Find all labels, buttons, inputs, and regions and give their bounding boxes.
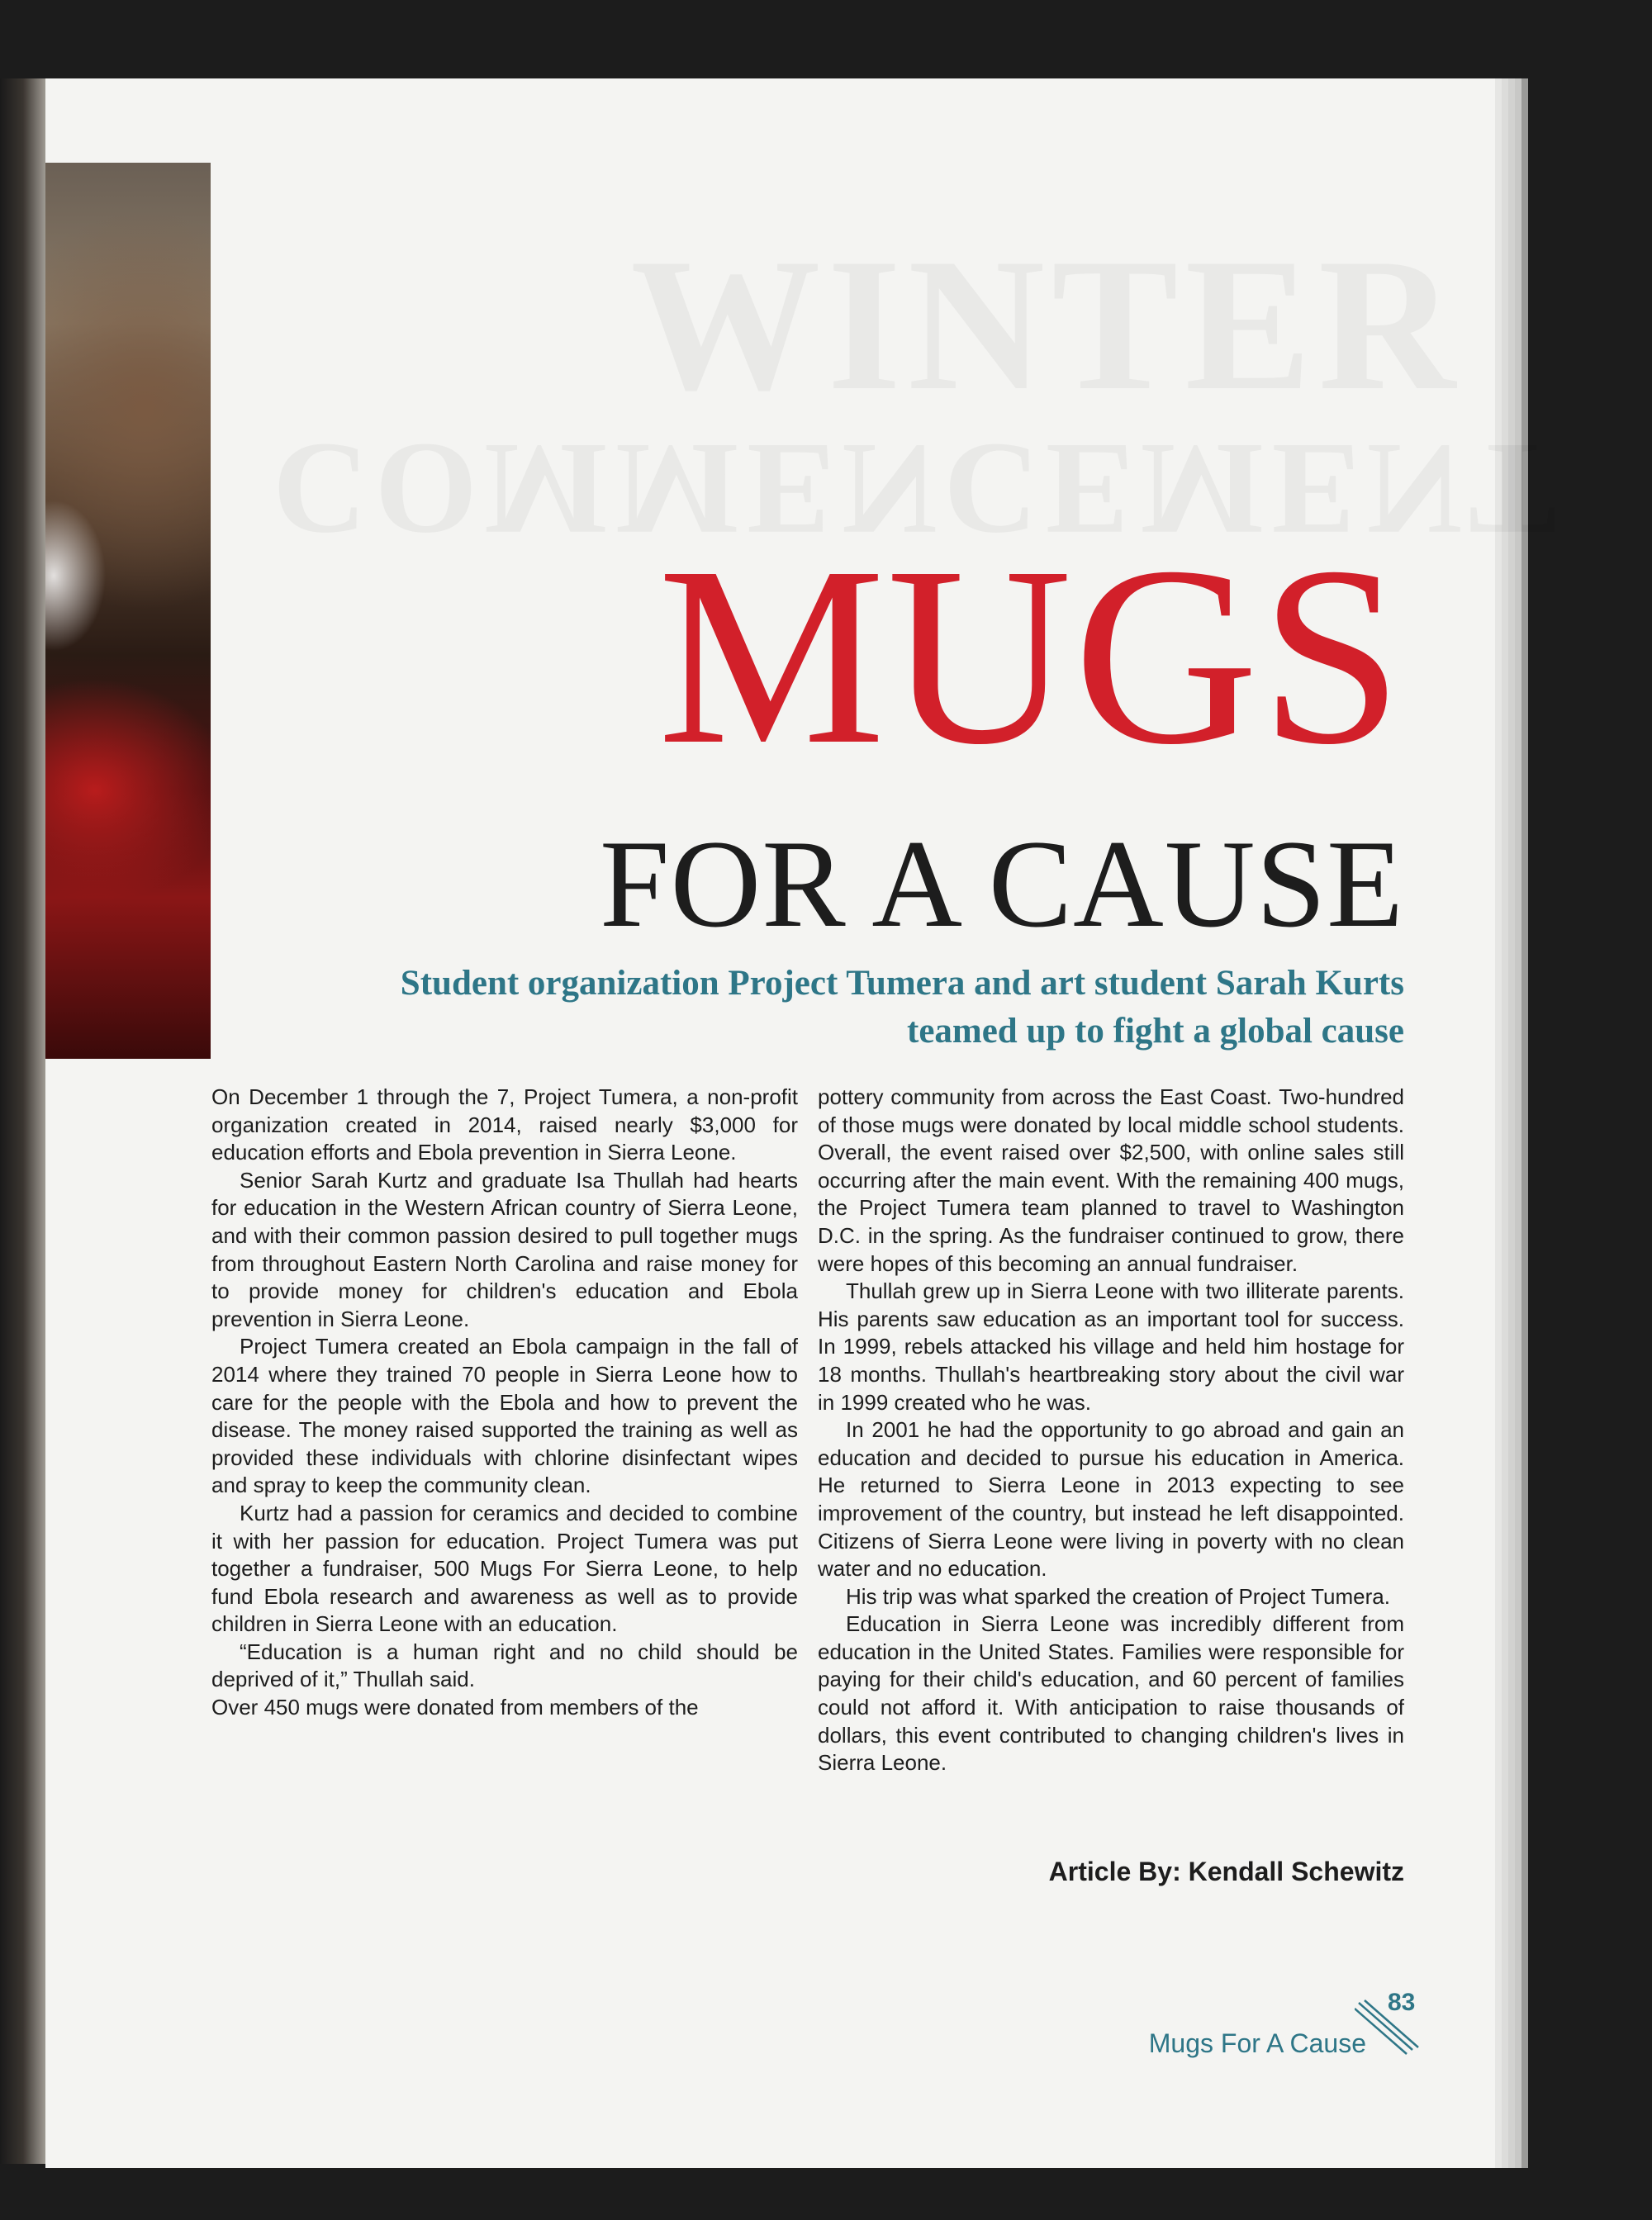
paragraph: In 2001 he had the opportunity to go abroad and gain an education and decided to pursue his education in America. He returned to Sierra Leone in 2013 expecting to see improvement of the country, but instead he left disappointed. Citizens of Sierra Leone were living in poverty with no clean water and no education. — [818, 1417, 1404, 1582]
headline-mugs: MUGS — [657, 515, 1404, 798]
ghost-text-winter — [273, 215, 1462, 434]
crowd-photo — [45, 163, 211, 1059]
paragraph: His trip was what sparked the creation of Project Tumera. — [846, 1583, 1390, 1609]
paragraph: “Education is a human right and no child should be deprived of it,” Thullah said. — [211, 1639, 798, 1692]
subheadline — [215, 960, 1404, 1055]
paragraph: Kurtz had a passion for ceramics and decided to combine it with her passion for education. Project Tumera was put together a fundraiser, 500 Mugs For Sierra Leone, to help fund Ebola research and awareness as well as to provide children in Sierra Leone with an education. — [211, 1500, 798, 1637]
paragraph: Project Tumera created an Ebola campaign in the fall of 2014 where they trained 70 people in Sierra Leone how to care for the people with the Ebola and how to prevent the disease. The money raised supported the training as well as provided these individuals with chlorine disinfectant wipes and spray to keep the community clean. — [211, 1334, 798, 1498]
paragraph: Senior Sarah Kurtz and graduate Isa Thullah had hearts for education in the Western African country of Sierra Leone, and with their common passion desired to pull together mugs from throughout Eastern North Carolina and raise money for to provide money for children's education and Ebola prevention in Sierra Leone. — [211, 1167, 798, 1331]
paragraph: Education in Sierra Leone was incredibly different from education in the United States. Families were responsible for paying for their child's education, and 60 percent of families could not afford it. With anticipation to raise thousands of dollars, this event contributed to changing children's lives in Sierra Leone. — [818, 1611, 1404, 1776]
article-byline: Article By: Kendall Schewitz — [1048, 1857, 1404, 1886]
article-column-1 — [211, 1084, 798, 1722]
paragraph: On December 1 through the 7, Project Tumera, a non-profit organization created in 2014, raised nearly $3,000 for education efforts and Ebola prevention in Sierra Leone. — [211, 1084, 798, 1165]
paragraph: Over 450 mugs were donated from members of the — [211, 1695, 699, 1720]
page-number: 83 — [1388, 1989, 1416, 2016]
slash-decoration-icon — [1355, 1999, 1421, 2056]
headline-for-a-cause: FOR A CAUSE — [600, 814, 1404, 953]
article-column-2 — [818, 1084, 1404, 1777]
paragraph: Thullah grew up in Sierra Leone with two illiterate parents. His parents saw education as an important tool for success. In 1999, rebels attacked his village and held him hostage for 18 months. Thullah's heartbreaking story about the civil war in 1999 created who he was. — [818, 1278, 1404, 1415]
subheadline-line-2: teamed up to fight a global cause — [907, 1012, 1404, 1051]
footer-section-label: Mugs For A Cause — [1148, 2028, 1366, 2058]
subheadline-line-1: Student organization Project Tumera and art student Sarah Kurts — [400, 964, 1404, 1003]
paragraph: pottery community from across the East Coast. Two-hundred of those mugs were donated by local middle school students. Overall, the event raised over $2,500, with online sales still occurring after the main event. With the remaining 400 mugs, the Project Tumera team planned to travel to Washington D.C. in the spring. As the fundraiser continued to grow, there were hopes of this becoming an annual fundraiser. — [818, 1084, 1404, 1276]
